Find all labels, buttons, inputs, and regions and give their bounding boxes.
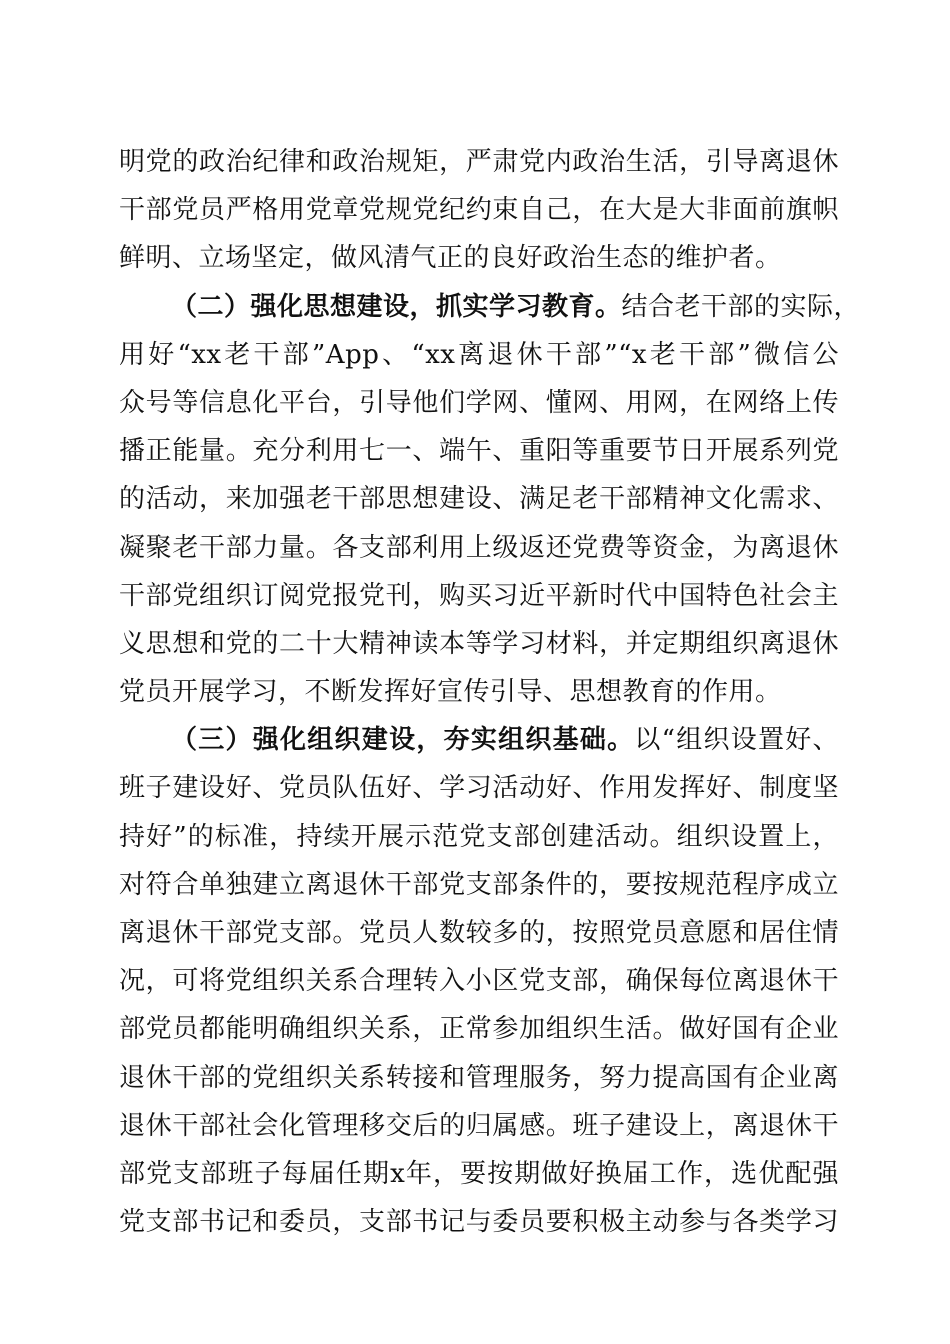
text-run: 以“组织设置好、 [634,725,839,756]
text-line: 对符合单独建立离退休干部党支部条件的，要按规范程序成立 [119,869,839,900]
text-line: 众号等信息化平台，引导他们学网、懂网、用网，在网络上传 [119,387,839,418]
text-line: 播正能量。充分利用七一、端午、重阳等重要节日开展系列党 [119,436,839,467]
text-line: 党支部书记和委员，支部书记与委员要积极主动参与各类学习 [119,1207,839,1238]
section-heading-3: （三）强化组织建设，夯实组织基础。 [171,725,635,756]
text-line: 况，可将党组织关系合理转入小区党支部，确保每位离退休干 [119,966,839,997]
paragraph-first-line [119,283,861,331]
text-line: 凝聚老干部力量。各支部利用上级返还党费等资金，为离退休 [119,532,839,563]
text-line: 退休干部社会化管理移交后的归属感。班子建设上，离退休干 [119,1110,839,1141]
text-line: 义思想和党的二十大精神读本等学习材料，并定期组织离退休 [119,628,839,659]
text-line: 班子建设好、党员队伍好、学习活动好、作用发挥好、制度坚 [119,773,839,804]
text-line: 党员开展学习，不断发挥好宣传引导、思想教育的作用。 [119,677,782,708]
text-line: 干部党员严格用党章党规党纪约束自己，在大是大非面前旗帜 [119,195,839,226]
document-body [119,138,861,1246]
text-line: 离退休干部党支部。党员人数较多的，按照党员意愿和居住情 [119,918,839,948]
text-line: 部党支部班子每届任期x年，要按期做好换届工作，选优配强 [119,1158,839,1189]
text-line: 的活动，来加强老干部思想建设、满足老干部精神文化需求、 [119,484,839,515]
paragraph-first-line [119,716,839,764]
text-line: 部党员都能明确组织关系，正常参加组织生活。做好国有企业 [119,1014,839,1045]
text-line: 持好”的标准，持续开展示范党支部创建活动。组织设置上， [119,821,839,852]
text-line: 鲜明、立场坚定，做风清气正的良好政治生态的维护者。 [119,243,782,274]
text-line: 退休干部的党组织关系转接和管理服务，努力提高国有企业离 [119,1062,839,1093]
section-heading-2: （二）强化思想建设，抓实学习教育。 [171,291,622,322]
text-line: 明党的政治纪律和政治规矩，严肃党内政治生活，引导离退休 [119,147,839,177]
text-line: 干部党组织订阅党报党刊，购买习近平新时代中国特色社会主 [119,580,839,611]
text-run: 结合老干部的实际， [621,291,861,322]
text-line: 用好“xx老干部”App、“xx离退休干部”“x老干部”微信公 [119,339,839,370]
